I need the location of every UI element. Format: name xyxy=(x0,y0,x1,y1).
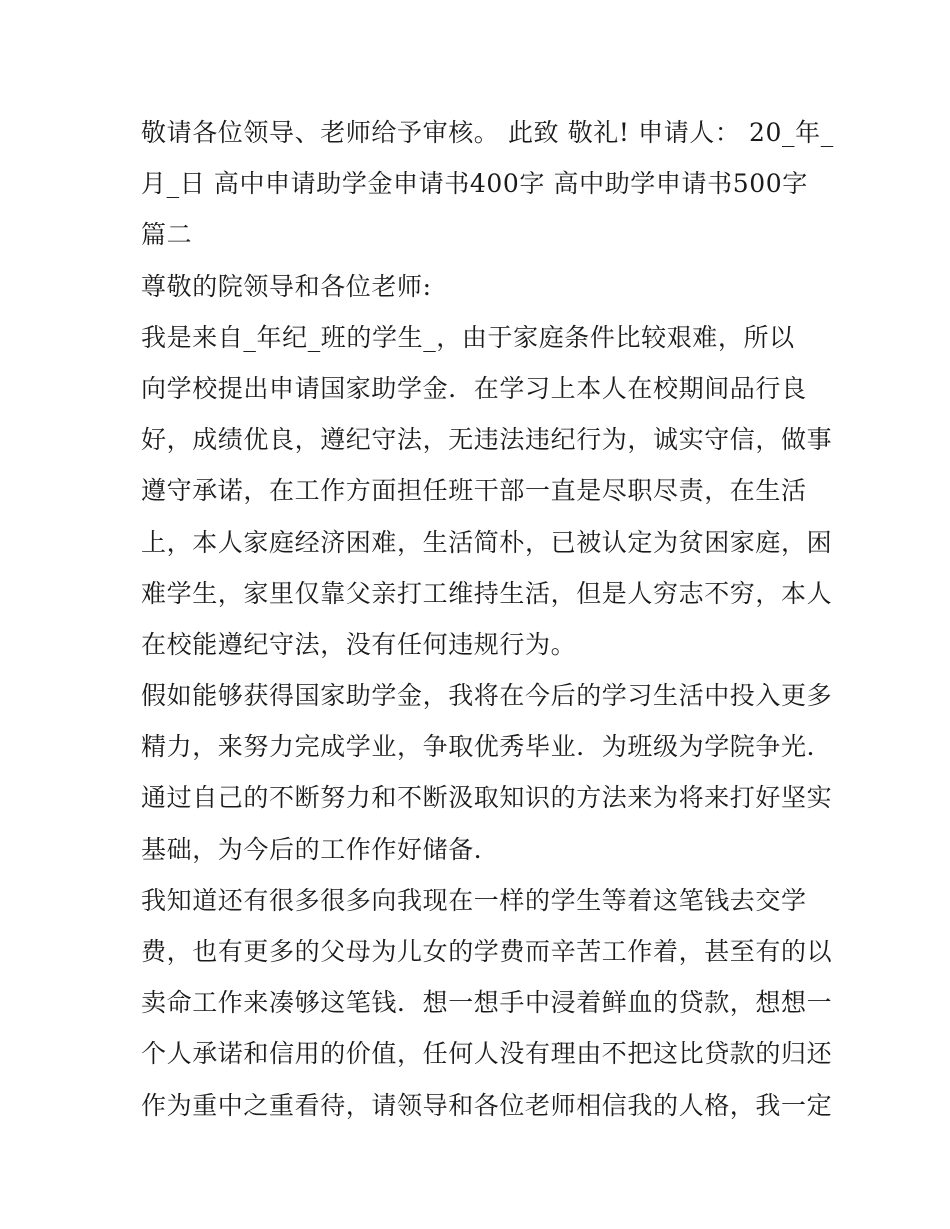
text-line: 通过自己的不断努力和不断汲取知识的方法来为将来打好坚实 xyxy=(141,783,833,813)
text-line: 费，也有更多的父母为儿女的学费而辛苦工作着，甚至有的以 xyxy=(141,937,833,966)
section-heading: 篇二 xyxy=(141,220,193,250)
text-line: 作为重中之重看待，请领导和各位老师相信我的人格，我一定 xyxy=(141,1090,833,1120)
text-line: 我知道还有很多很多向我现在一样的学生等着这笔钱去交学 xyxy=(141,885,807,915)
text-line: 卖命工作来凑够这笔钱．想一想手中浸着鲜血的贷款，想想一 xyxy=(141,988,833,1018)
text-line: 难学生，家里仅靠父亲打工维持生活，但是人穷志不穷，本人 xyxy=(141,578,833,608)
text-line: 好，成绩优良，遵纪守法，无违法违纪行为，诚实守信，做事 xyxy=(141,425,833,455)
document-body xyxy=(141,107,834,1131)
text-line-closing: 敬请各位领导、老师给予审核。 此致 敬礼! 申请人： 20_年_ xyxy=(141,118,834,147)
text-line: 精力，来努力完成学业，争取优秀毕业．为班级为学院争光． xyxy=(141,732,833,762)
salutation: 尊敬的院领导和各位老师: xyxy=(141,271,432,301)
text-line-date-title: 月_日 高中申请助学金申请书400字 高中助学申请书500字 xyxy=(141,169,808,199)
text-line: 上，本人家庭经济困难，生活简朴，已被认定为贫困家庭，困 xyxy=(141,527,833,557)
text-line: 向学校提出申请国家助学金．在学习上本人在校期间品行良 xyxy=(141,373,807,403)
text-line: 我是来自_年纪_班的学生_，由于家庭条件比较艰难，所以 xyxy=(141,322,795,352)
text-line: 在校能遵纪守法，没有任何违规行为。 xyxy=(141,629,577,659)
text-line: 遵守承诺，在工作方面担任班干部一直是尽职尽责，在生活 xyxy=(141,476,807,506)
text-line: 基础，为今后的工作作好储备． xyxy=(141,834,500,864)
text-line: 假如能够获得国家助学金，我将在今后的学习生活中投入更多 xyxy=(141,681,833,711)
text-line: 个人承诺和信用的价值，任何人没有理由不把这比贷款的归还 xyxy=(141,1039,833,1069)
